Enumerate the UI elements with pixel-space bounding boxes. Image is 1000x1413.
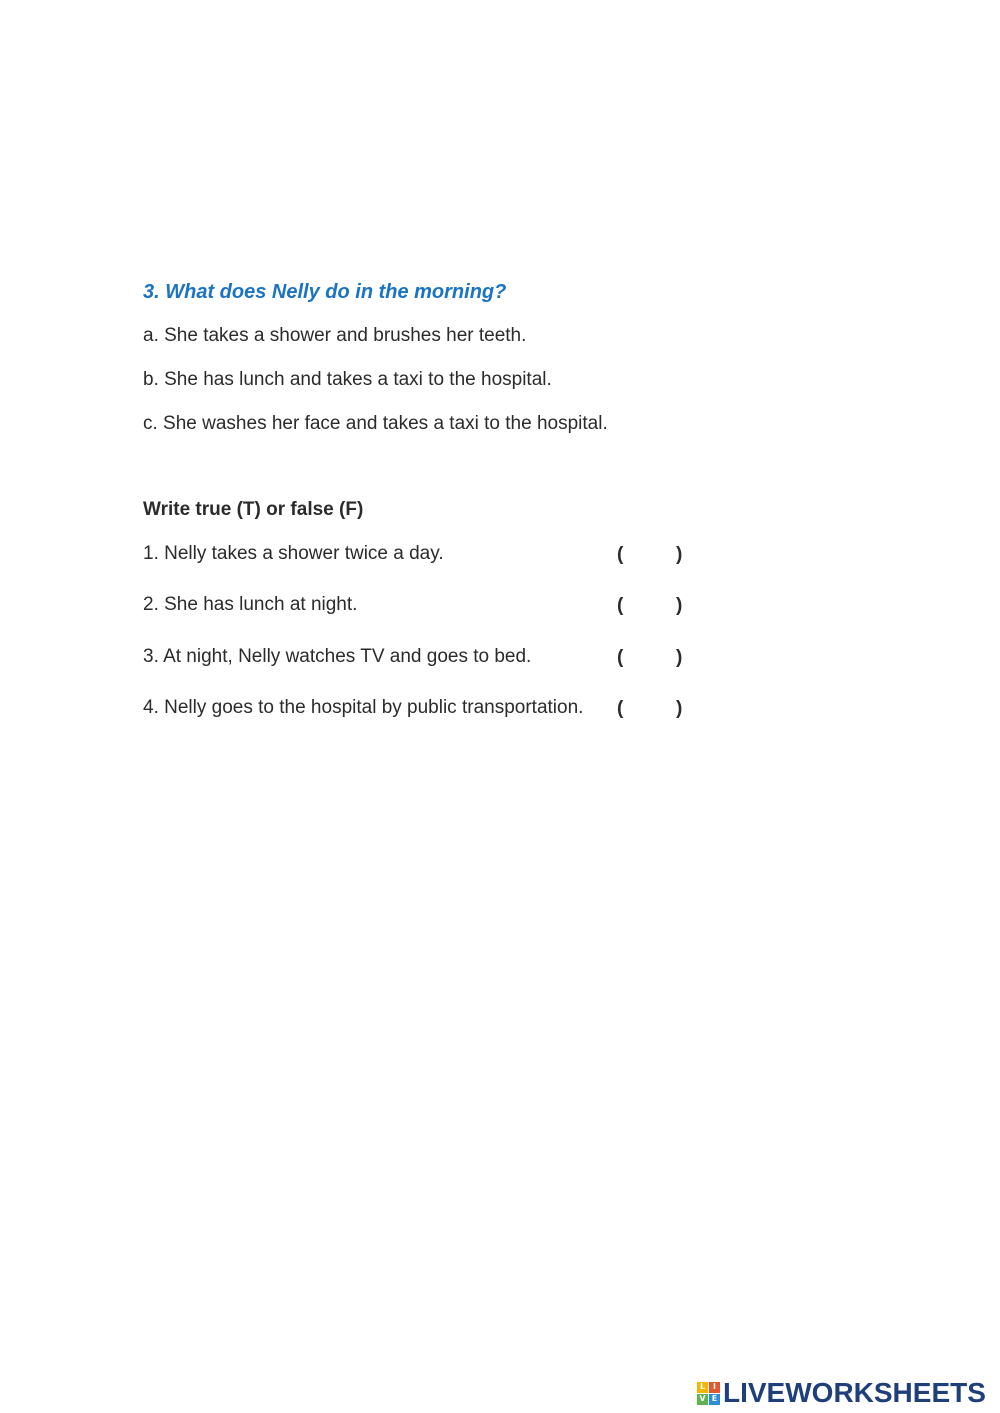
tf-statement-2: 2. She has lunch at night. — [143, 594, 358, 615]
tf-statement-3: 3. At night, Nelly watches TV and goes to bed. — [143, 646, 532, 667]
answer-option-c[interactable]: c. She washes her face and takes a taxi to the hospital. — [143, 413, 608, 434]
logo-tile-i: I — [709, 1382, 720, 1393]
tf-statement-1: 1. Nelly takes a shower twice a day. — [143, 543, 444, 564]
answer-open-paren: ( — [617, 647, 624, 668]
answer-close-paren: ) — [676, 595, 683, 616]
logo-tile-e: E — [709, 1394, 720, 1405]
watermark-text: LIVEWORKSHEETS — [723, 1377, 986, 1408]
answer-close-paren: ) — [676, 544, 683, 565]
answer-option-b[interactable]: b. She has lunch and takes a taxi to the hospital. — [143, 369, 552, 390]
logo-tile-v: V — [697, 1394, 708, 1405]
true-false-title: Write true (T) or false (F) — [143, 499, 364, 520]
question-title: 3. What does Nelly do in the morning? — [143, 281, 507, 303]
answer-close-paren: ) — [676, 647, 683, 668]
liveworksheets-watermark — [697, 1377, 986, 1409]
answer-open-paren: ( — [617, 544, 624, 565]
liveworksheets-logo-icon — [697, 1382, 720, 1405]
tf-statement-4: 4. Nelly goes to the hospital by public transportation. — [143, 697, 584, 718]
logo-tile-l: L — [697, 1382, 708, 1393]
answer-open-paren: ( — [617, 698, 624, 719]
answer-close-paren: ) — [676, 698, 683, 719]
answer-option-a[interactable]: a. She takes a shower and brushes her teeth. — [143, 325, 527, 346]
answer-open-paren: ( — [617, 595, 624, 616]
